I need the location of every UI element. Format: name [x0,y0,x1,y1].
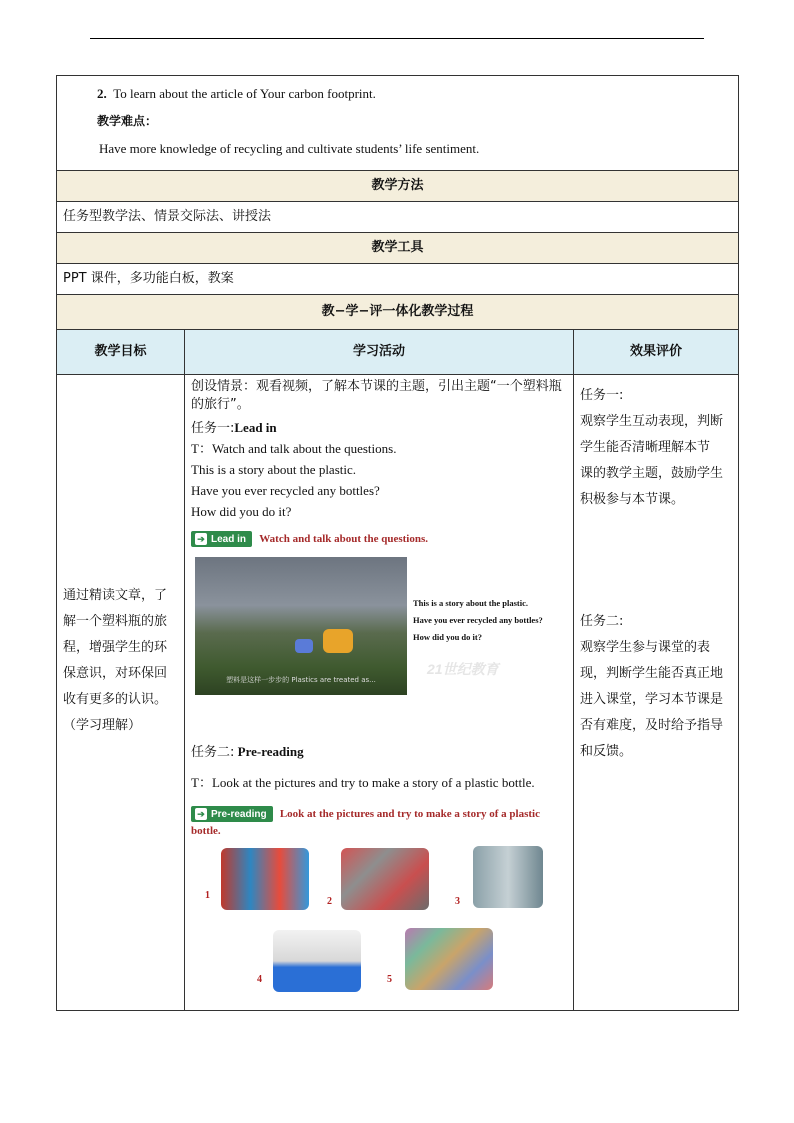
lesson-plan-table [56,75,739,1011]
task1-name: Lead in [234,420,277,435]
eval-line: 积极参与本节课。 [580,492,685,507]
header-rule [90,38,704,39]
goal-text: To learn about the article of Your carbon footprint. [113,86,376,101]
evaluation-cell [574,375,739,1011]
eval-line: 现，判断学生能否真正地 [580,666,724,681]
fridge-bottles-photo [473,846,543,908]
goal-line: 收有更多的认识。 [63,692,168,707]
slide1-heading [191,530,569,547]
tools-header: 教学工具 [57,233,739,264]
task2-prefix: 任务二: [191,745,235,761]
eval-task1-label: 任务一: [580,388,624,403]
bottle-shape [295,639,313,653]
slide-question: How did you do it? [413,632,482,643]
shopping-cart-photo [341,848,429,910]
scenario-intro: 创设情景：观看视频，了解本节课的主题，引出主题“一个塑料瓶的旅行”。 [191,379,562,412]
supermarket-shelf-photo [221,848,309,910]
eval-line: 否有难度，及时给予指导 [580,718,724,733]
methods-content: 任务型教学法、情景交际法、讲授法 [57,202,739,233]
goal-number: 2. [97,86,107,101]
tools-content: PPT 课件，多功能白板，教案 [57,264,739,295]
task2-line: T：Look at the pictures and try to make a story of a plastic bottle. [191,775,535,791]
difficulty-label: 教学难点： [97,114,158,128]
task1-line: Have you ever recycled any bottles? [191,483,380,498]
thumb-number: 2 [327,896,332,908]
slide1 [191,557,569,697]
slide-question: Have you ever recycled any bottles? [413,615,543,626]
goal-line: （学习理解） [63,718,142,733]
pre-reading-badge-label: Pre-reading [211,809,267,821]
goal-line-2 [97,86,778,102]
crushed-plastic-photo [405,928,493,990]
lead-in-badge-label: Lead in [211,534,247,546]
goal-line: 保意识，对环保回 [63,666,168,681]
pre-reading-badge [191,806,273,822]
activity-cell [185,375,574,1011]
thumb-number: 1 [205,890,210,902]
runner-icon: ➔ [195,808,207,820]
lead-in-badge [191,531,252,547]
col-header-evaluation: 效果评价 [574,330,739,375]
eval-line: 和反馈。 [580,744,633,759]
col-header-goal: 教学目标 [57,330,185,375]
process-header: 教−学−评一体化教学过程 [57,295,739,330]
eval-line: 学生能否清晰理解本节 [580,440,711,455]
methods-header: 教学方法 [57,171,739,202]
goals-cell [57,76,739,171]
eval-line: 观察学生互动表现，判断 [580,414,724,429]
eval-line: 课的教学主题，鼓励学生 [580,466,724,481]
task1-title [191,417,569,438]
task2-title [191,741,569,762]
task1-line: T：Watch and talk about the questions. [191,441,397,456]
thumb-number: 3 [455,896,460,908]
slide-question: This is a story about the plastic. [413,598,528,609]
task1-prefix: 任务一: [191,421,235,436]
task1-line: How did you do it? [191,504,292,519]
eval-line: 进入课堂，学习本节课是 [580,692,724,707]
recycle-bin-photo [273,930,361,992]
spacer [580,513,734,609]
slide1-title: Watch and talk about the questions. [259,533,428,546]
task2-name: Pre-reading [237,744,304,760]
slide2-title: Look at the pictures and try to make a story of a plastic bottle. [191,808,540,838]
goal-line: 解一个塑料瓶的旅 [63,614,168,629]
bottle-shape [323,629,353,653]
slide2-heading [191,805,569,838]
thumb-number: 4 [257,974,262,986]
goal-line: 通过精读文章，了 [63,588,168,603]
runner-icon: ➔ [195,533,207,545]
task1-line: This is a story about the plastic. [191,462,357,477]
slide1-questions [413,595,543,646]
beach-plastic-photo [195,557,407,695]
goal-description [57,375,185,1011]
eval-task2-label: 任务二: [580,614,624,629]
photo-caption: 塑料是这样一步步的 Plastics are treated as... [226,676,376,685]
story-thumbnails [191,844,569,1004]
difficulty-text: Have more knowledge of recycling and cultivate students’ life sentiment. [99,141,480,156]
watermark: 21世纪教育 [427,661,499,678]
goal-line: 程，增强学生的环 [63,640,168,655]
col-header-activity: 学习活动 [185,330,574,375]
eval-line: 观察学生参与课堂的表 [580,640,711,655]
thumb-number: 5 [387,974,392,986]
